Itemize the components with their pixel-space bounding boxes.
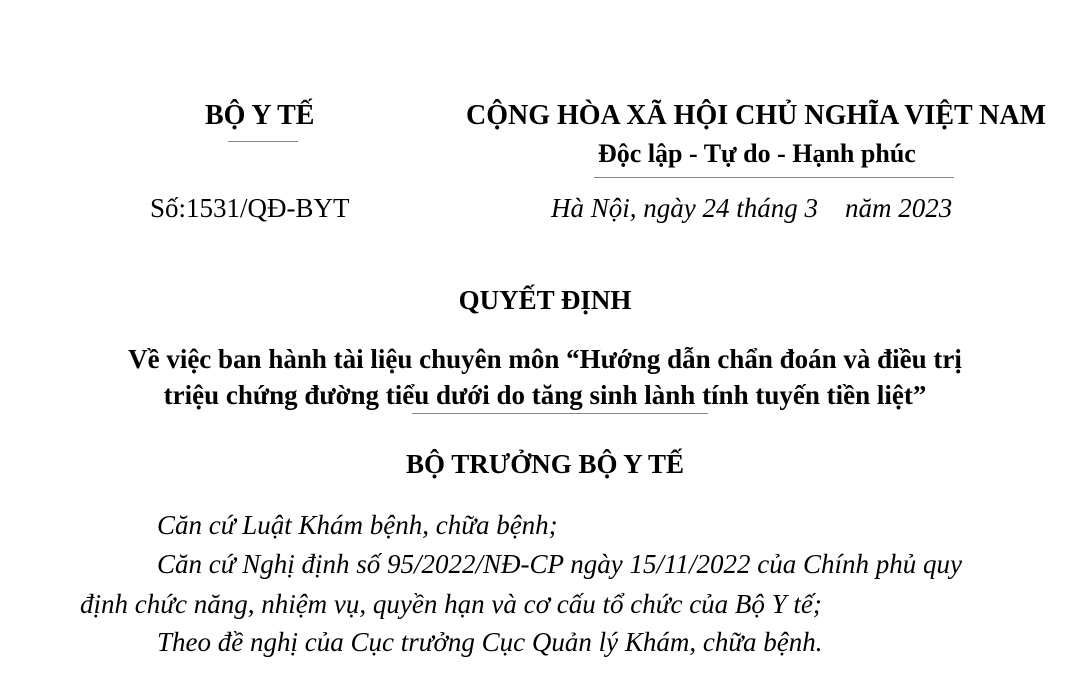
legal-basis-2-line-1: Căn cứ Nghị định số 95/2022/NĐ-CP ngày 15/11/2022 của Chính phủ quy: [157, 549, 962, 579]
legal-basis-3: Theo đề nghị của Cục trưởng Cục Quản lý Khám, chữa bệnh.: [157, 627, 823, 657]
subject-line-1: Về việc ban hành tài liệu chuyên môn “Hướng dẫn chẩn đoán và điều trị: [128, 344, 962, 374]
legal-basis-2-line-2: định chức năng, nhiệm vụ, quyền hạn và cơ cấu tổ chức của Bộ Y tế;: [80, 589, 822, 619]
decision-subject: [0, 341, 1090, 413]
issuing-ministry: BỘ Y TẾ: [205, 100, 315, 131]
place-and-date: Hà Nội, ngày 24 tháng 3 năm 2023: [551, 193, 953, 223]
ministry-underline: [228, 141, 298, 142]
issuing-authority: BỘ TRƯỞNG BỘ Y TẾ: [405, 449, 685, 479]
national-title: CỘNG HÒA XÃ HỘI CHỦ NGHĨA VIỆT NAM: [466, 100, 1047, 131]
legal-basis-1: Căn cứ Luật Khám bệnh, chữa bệnh;: [157, 510, 558, 540]
motto-underline: [594, 177, 954, 178]
document-number: Số:1531/QĐ-BYT: [150, 193, 350, 223]
subject-line-2: triệu chứng đường tiểu dưới do tăng sinh lành tính tuyến tiền liệt”: [163, 380, 927, 410]
subject-underline: [412, 413, 708, 414]
national-motto: Độc lập - Tự do - Hạnh phúc: [598, 139, 916, 168]
document-type-title: QUYẾT ĐỊNH: [458, 285, 632, 315]
